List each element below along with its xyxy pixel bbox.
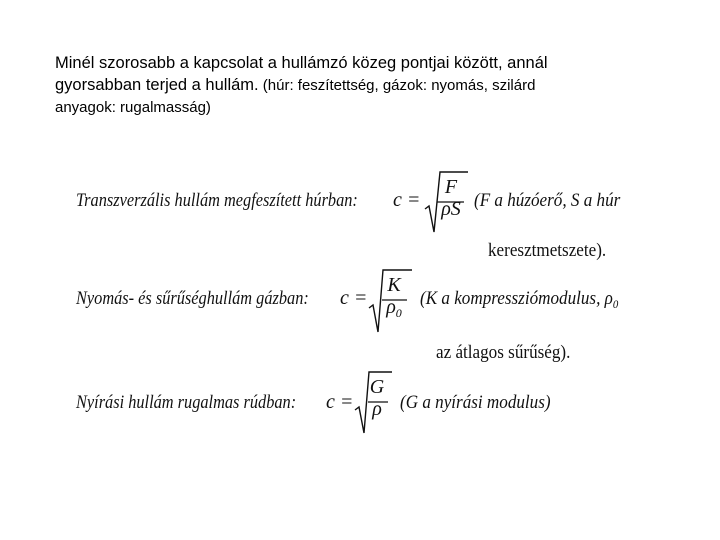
- formula-2-desc-1-sub: 0: [612, 297, 619, 311]
- formula-2-lhs: c =: [340, 287, 368, 309]
- intro-line-2-paren: (húr: feszítettség, gázok: nyomás, szilárd: [258, 77, 536, 94]
- formula-1-lhs: c =: [393, 189, 421, 211]
- formula-2-denominator-sub: 0: [395, 306, 402, 320]
- intro-line-2-main: gyorsabban terjed a hullám.: [55, 76, 259, 94]
- formula-2-numerator: K: [387, 274, 401, 296]
- formula-3-desc-1: [400, 392, 567, 414]
- formula-2-label-text: Nyomás- és sűrűséghullám gázban:: [76, 288, 309, 309]
- formula-1-denominator: ρS: [441, 198, 461, 220]
- formula-3-label-text: Nyírási hullám rugalmas rúdban:: [76, 392, 297, 413]
- formula-3-fraction: [365, 376, 389, 420]
- formula-2-desc-2-text: az átlagos sűrűség).: [436, 342, 571, 363]
- formula-3-numerator: G: [369, 376, 385, 398]
- formula-3-denominator: ρ: [372, 398, 382, 420]
- formula-1-numerator: F: [444, 176, 458, 198]
- intro-line-3: anyagok: rugalmasság): [55, 99, 211, 116]
- formula-1-desc-2-text: keresztmetszete).: [488, 240, 607, 261]
- formula-2-desc-1-main: (K a kompressziómodulus, ρ: [420, 288, 613, 309]
- formula-3-lhs: c =: [326, 391, 354, 413]
- formula-3-desc-1-text: (G a nyírási modulus): [400, 392, 551, 413]
- formula-1-label-text: Transzverzális hullám megfeszített húrban:: [76, 190, 358, 211]
- formula-2-denominator-rho: ρ: [386, 296, 396, 318]
- intro-line-1: Minél szorosabb a kapcsolat a hullámzó közeg pontjai között, annál: [55, 54, 548, 72]
- formula-1-desc-1-text: (F a húzóerő, S a húr: [474, 190, 621, 211]
